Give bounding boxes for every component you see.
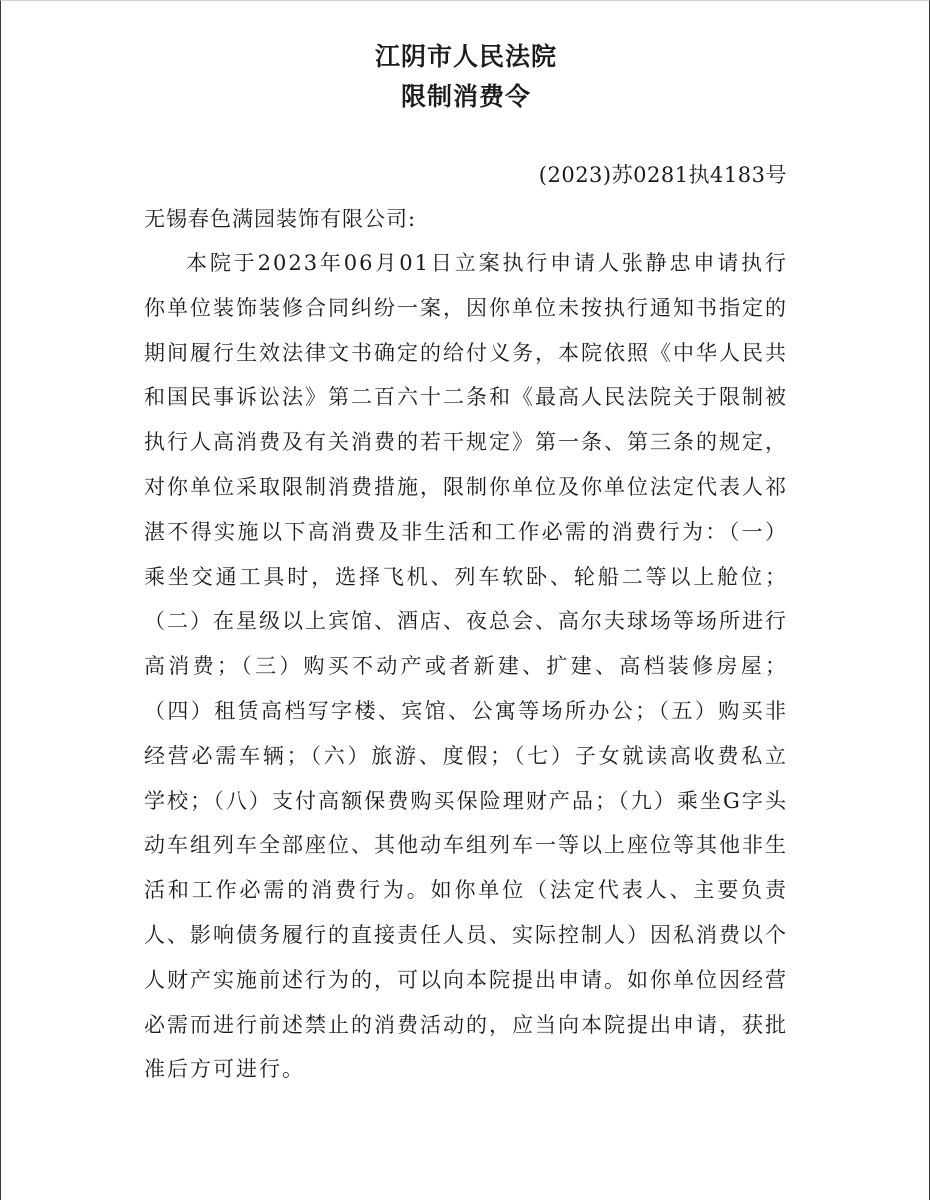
document-title: 限制消费令: [400, 82, 531, 111]
case-number: (2023)苏0281执4183号: [538, 163, 787, 187]
order-body-paragraph: 本院于2023年06月01日立案执行申请人张静忠申请执行你单位装饰装修合同纠纷一案，因你单位未按执行通知书指定的期间履行生效法律文书确定的给付义务，本院依照《中华人民共和国民事诉讼法》第二百六十二条和《最高人民法院关于限制被执行人高消费及有关消费的若干规定》第一条、第三条的规定，对你单位采取限制消费措施，限制你单位及你单位法定代表人祁湛不得实施以下高消费及非生活和工作必需的消费行为：（一）乘坐交通工具时，选择飞机、列车软卧、轮船二等以上舱位；（二）在星级以上宾馆、酒店、夜总会、高尔夫球场等场所进行高消费；（三）购买不动产或者新建、扩建、高档装修房屋；（四）租赁高档写字楼、宾馆、公寓等场所办公；（五）购买非经营必需车辆；（六）旅游、度假；（七）子女就读高收费私立学校；（八）支付高额保费购买保险理财产品；（九）乘坐G字头动车组列车全部座位、其他动车组列车一等以上座位等其他非生活和工作必需的消费行为。如你单位（法定代表人、主要负责人、影响债务履行的直接责任人员、实际控制人）因私消费以个人财产实施前述行为的，可以向本院提出申请。如你单位因经营必需而进行前述禁止的消费活动的，应当向本院提出申请，获批准后方可进行。: [144, 251, 788, 1082]
addressee: 无锡春色满园装饰有限公司:: [144, 207, 417, 231]
court-name-heading: 江阴市人民法院: [374, 42, 557, 71]
